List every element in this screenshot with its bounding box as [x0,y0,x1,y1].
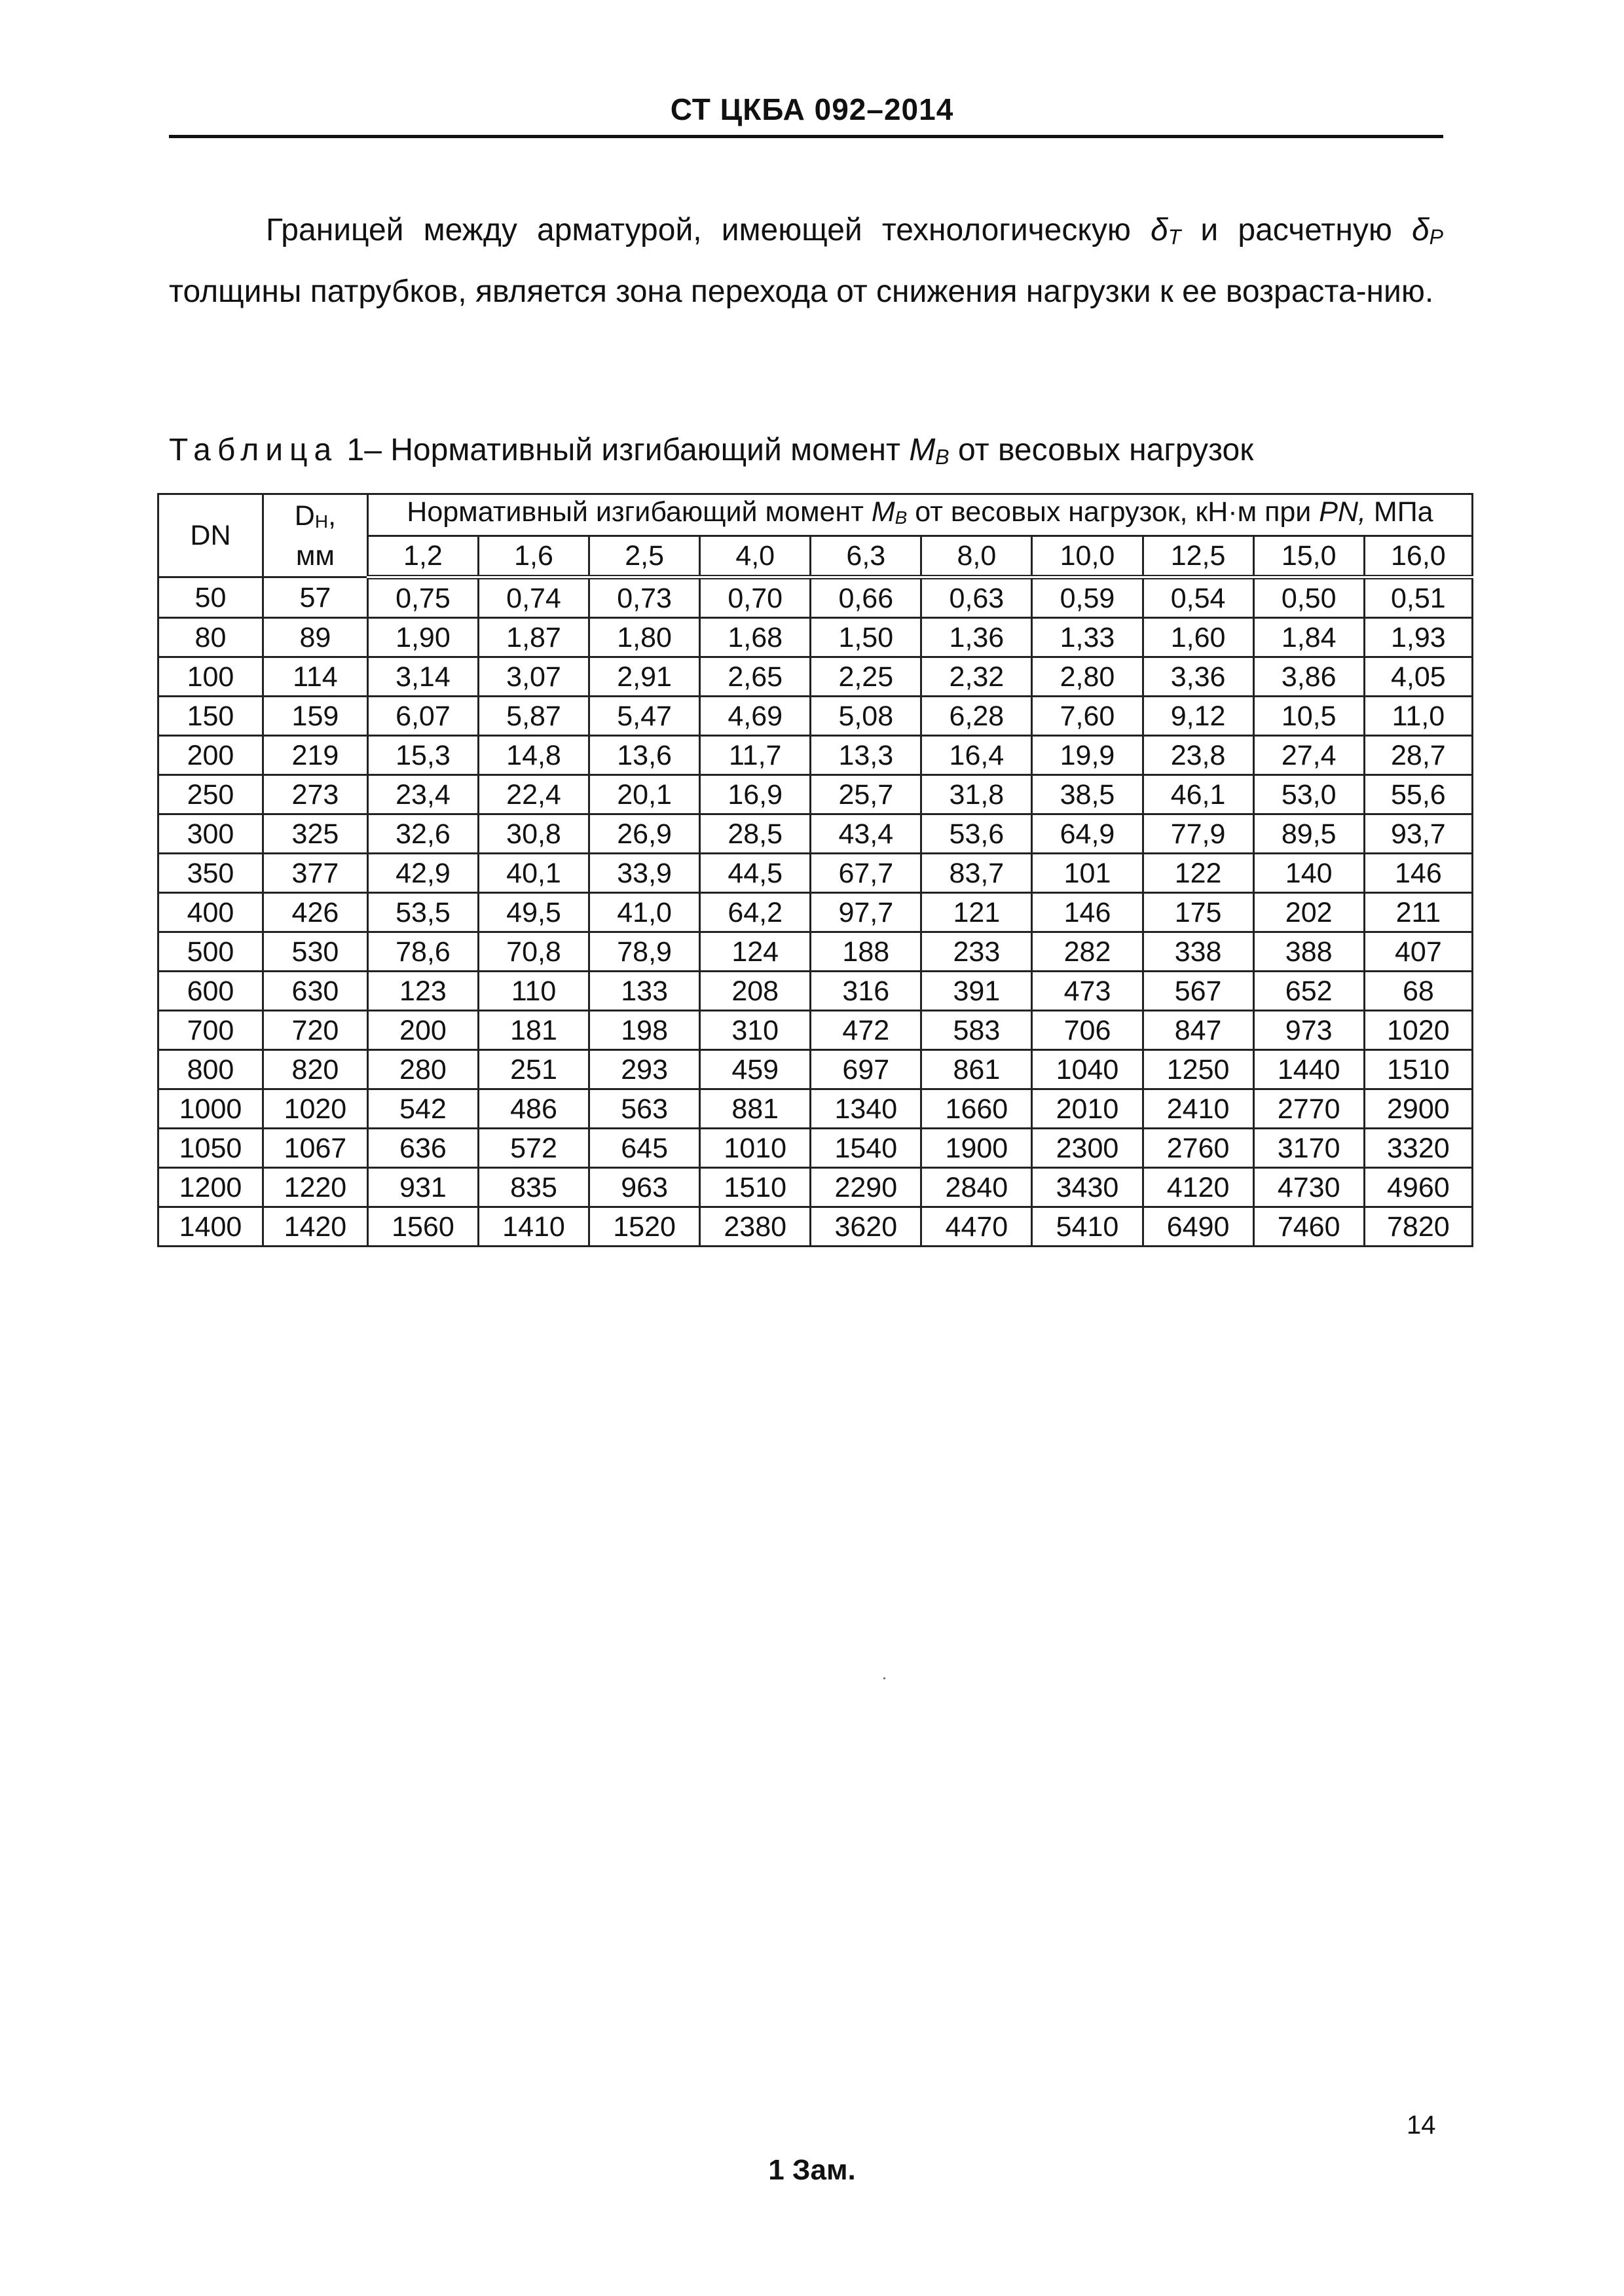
cell-moment: 122 [1143,854,1253,893]
cell-moment: 10,5 [1253,697,1364,736]
pressure-header: 8,0 [921,536,1032,577]
cell-moment: 1340 [811,1089,921,1129]
cell-moment: 46,1 [1143,775,1253,814]
cell-moment: 198 [589,1011,700,1050]
cell-moment: 181 [478,1011,589,1050]
cell-moment: 146 [1032,893,1143,932]
cell-moment: 1510 [700,1168,811,1207]
cell-moment: 963 [589,1168,700,1207]
cell-moment: 38,5 [1032,775,1143,814]
cell-moment: 28,7 [1364,736,1472,775]
cell-moment: 14,8 [478,736,589,775]
cell-moment: 2770 [1253,1089,1364,1129]
cell-dn: 1400 [158,1207,263,1247]
cell-moment: 2900 [1364,1089,1472,1129]
cell-moment: 1040 [1032,1050,1143,1089]
cell-moment: 49,5 [478,893,589,932]
cell-moment: 1,50 [811,618,921,657]
cell-moment: 67,7 [811,854,921,893]
cell-dh: 1020 [263,1089,367,1129]
cell-moment: 123 [367,972,478,1011]
cell-dh: 377 [263,854,367,893]
cell-dh: 159 [263,697,367,736]
cell-moment: 0,66 [811,577,921,618]
table-row [158,1089,1473,1129]
cell-moment: 26,9 [589,814,700,854]
cell-moment: 233 [921,932,1032,972]
cell-moment: 0,73 [589,577,700,618]
pressure-header: 1,6 [478,536,589,577]
cell-moment: 861 [921,1050,1032,1089]
cell-moment: 175 [1143,893,1253,932]
cell-moment: 1410 [478,1207,589,1247]
cell-moment: 32,6 [367,814,478,854]
document-code-header: СТ ЦКБА 092–2014 [670,92,954,126]
cell-moment: 472 [811,1011,921,1050]
cell-moment: 2410 [1143,1089,1253,1129]
cell-moment: 1250 [1143,1050,1253,1089]
cell-dh: 273 [263,775,367,814]
pressure-header: 15,0 [1253,536,1364,577]
cell-moment: 0,59 [1032,577,1143,618]
cell-moment: 64,9 [1032,814,1143,854]
cell-moment: 1010 [700,1129,811,1168]
cell-dn: 1200 [158,1168,263,1207]
pressure-header: 4,0 [700,536,811,577]
cell-moment: 93,7 [1364,814,1472,854]
cell-moment: 200 [367,1011,478,1050]
cell-moment: 3,86 [1253,657,1364,697]
table-caption-number: 1– Нормативный изгибающий момент [338,433,910,467]
cell-dh: 720 [263,1011,367,1050]
intro-paragraph [169,203,1443,319]
cell-dh: 219 [263,736,367,775]
cell-dh: 325 [263,814,367,854]
cell-dn: 50 [158,577,263,618]
table-row [158,577,1473,618]
cell-dn: 250 [158,775,263,814]
cell-moment: 5,47 [589,697,700,736]
table-row [158,1050,1473,1089]
cell-moment: 3170 [1253,1129,1364,1168]
cell-moment: 4,05 [1364,657,1472,697]
cell-moment: 338 [1143,932,1253,972]
cell-moment: 1560 [367,1207,478,1247]
cell-moment: 316 [811,972,921,1011]
cell-moment: 1,87 [478,618,589,657]
cell-moment: 1900 [921,1129,1032,1168]
cell-moment: 645 [589,1129,700,1168]
cell-moment: 133 [589,972,700,1011]
cell-moment: 97,7 [811,893,921,932]
cell-dn: 800 [158,1050,263,1089]
cell-moment: 31,8 [921,775,1032,814]
cell-moment: 7,60 [1032,697,1143,736]
cell-moment: 55,6 [1364,775,1472,814]
cell-moment: 43,4 [811,814,921,854]
cell-moment: 486 [478,1089,589,1129]
cell-dn: 1050 [158,1129,263,1168]
column-header-dn: DN [158,494,263,577]
delta-p-symbol: δP [1411,213,1443,249]
cell-moment: 3,14 [367,657,478,697]
cell-moment: 293 [589,1050,700,1089]
cell-moment: 473 [1032,972,1143,1011]
cell-moment: 2,91 [589,657,700,697]
table-caption [169,432,1443,469]
cell-moment: 4470 [921,1207,1032,1247]
cell-moment: 19,9 [1032,736,1143,775]
cell-moment: 1,80 [589,618,700,657]
cell-dn: 350 [158,854,263,893]
cell-moment: 563 [589,1089,700,1129]
cell-moment: 68 [1364,972,1472,1011]
cell-moment: 11,7 [700,736,811,775]
cell-moment: 40,1 [478,854,589,893]
cell-moment: 3,36 [1143,657,1253,697]
cell-moment: 572 [478,1129,589,1168]
cell-moment: 1520 [589,1207,700,1247]
cell-moment: 15,3 [367,736,478,775]
cell-moment: 459 [700,1050,811,1089]
cell-moment: 4120 [1143,1168,1253,1207]
cell-moment: 1440 [1253,1050,1364,1089]
cell-moment: 3,07 [478,657,589,697]
bending-moment-table [157,493,1473,1247]
cell-moment: 5,87 [478,697,589,736]
table-row [158,775,1473,814]
cell-dh: 630 [263,972,367,1011]
cell-moment: 567 [1143,972,1253,1011]
intro-text-part1: Границей между арматурой, имеющей технологическую [266,213,1151,247]
table-row [158,1011,1473,1050]
cell-moment: 42,9 [367,854,478,893]
cell-moment: 27,4 [1253,736,1364,775]
intro-text-part2: и расчетную [1181,213,1412,247]
cell-dh: 1220 [263,1168,367,1207]
cell-moment: 202 [1253,893,1364,932]
table-row [158,893,1473,932]
cell-moment: 4960 [1364,1168,1472,1207]
cell-dh: 1420 [263,1207,367,1247]
cell-moment: 407 [1364,932,1472,972]
cell-moment: 0,74 [478,577,589,618]
cell-moment: 188 [811,932,921,972]
cell-moment: 706 [1032,1011,1143,1050]
cell-moment: 20,1 [589,775,700,814]
cell-moment: 6490 [1143,1207,1253,1247]
cell-moment: 0,54 [1143,577,1253,618]
cell-moment: 89,5 [1253,814,1364,854]
cell-moment: 251 [478,1050,589,1089]
table-body [158,577,1473,1247]
cell-moment: 5410 [1032,1207,1143,1247]
table-row [158,972,1473,1011]
cell-moment: 1510 [1364,1050,1472,1089]
cell-moment: 583 [921,1011,1032,1050]
cell-moment: 13,6 [589,736,700,775]
cell-moment: 0,75 [367,577,478,618]
cell-moment: 7820 [1364,1207,1472,1247]
pressure-header: 16,0 [1364,536,1472,577]
cell-dn: 100 [158,657,263,697]
cell-dn: 1000 [158,1089,263,1129]
cell-moment: 2,25 [811,657,921,697]
cell-moment: 3620 [811,1207,921,1247]
cell-dn: 150 [158,697,263,736]
cell-moment: 140 [1253,854,1364,893]
cell-dn: 400 [158,893,263,932]
page-number: 14 [1407,2111,1436,2140]
cell-moment: 1,68 [700,618,811,657]
cell-dh: 426 [263,893,367,932]
table-row [158,1129,1473,1168]
cell-moment: 931 [367,1168,478,1207]
cell-moment: 2010 [1032,1089,1143,1129]
cell-moment: 0,63 [921,577,1032,618]
table-row [158,1207,1473,1247]
cell-moment: 41,0 [589,893,700,932]
cell-moment: 211 [1364,893,1472,932]
cell-moment: 391 [921,972,1032,1011]
cell-moment: 16,4 [921,736,1032,775]
cell-moment: 636 [367,1129,478,1168]
cell-moment: 1,93 [1364,618,1472,657]
cell-moment: 53,0 [1253,775,1364,814]
cell-moment: 0,51 [1364,577,1472,618]
cell-moment: 6,28 [921,697,1032,736]
cell-moment: 25,7 [811,775,921,814]
cell-moment: 1,90 [367,618,478,657]
cell-moment: 44,5 [700,854,811,893]
cell-moment: 973 [1253,1011,1364,1050]
cell-dh: 820 [263,1050,367,1089]
cell-moment: 53,6 [921,814,1032,854]
cell-moment: 2,32 [921,657,1032,697]
cell-moment: 847 [1143,1011,1253,1050]
cell-moment: 110 [478,972,589,1011]
cell-moment: 1660 [921,1089,1032,1129]
pressure-header: 1,2 [367,536,478,577]
cell-moment: 310 [700,1011,811,1050]
cell-dh: 1067 [263,1129,367,1168]
table-row [158,1168,1473,1207]
table-header-row-1 [158,494,1473,536]
cell-moment: 1,84 [1253,618,1364,657]
cell-dn: 80 [158,618,263,657]
cell-moment: 2300 [1032,1129,1143,1168]
cell-moment: 282 [1032,932,1143,972]
cell-dh: 114 [263,657,367,697]
cell-moment: 0,70 [700,577,811,618]
cell-moment: 2,65 [700,657,811,697]
intro-text [169,203,1443,319]
cell-moment: 3430 [1032,1168,1143,1207]
cell-moment: 280 [367,1050,478,1089]
cell-moment: 83,7 [921,854,1032,893]
cell-moment: 4730 [1253,1168,1364,1207]
cell-moment: 64,2 [700,893,811,932]
table-caption-rest: от весовых нагрузок [949,433,1254,467]
cell-moment: 2,80 [1032,657,1143,697]
cell-moment: 7460 [1253,1207,1364,1247]
cell-dh: 57 [263,577,367,618]
cell-moment: 1,33 [1032,618,1143,657]
cell-moment: 1020 [1364,1011,1472,1050]
cell-dh: 89 [263,618,367,657]
cell-moment: 2760 [1143,1129,1253,1168]
table-row [158,854,1473,893]
cell-moment: 835 [478,1168,589,1207]
cell-moment: 13,3 [811,736,921,775]
cell-dn: 500 [158,932,263,972]
table-row [158,814,1473,854]
table-caption-label: Таблица [169,433,339,467]
header-divider [169,135,1443,138]
table-row [158,932,1473,972]
pressure-header: 10,0 [1032,536,1143,577]
cell-moment: 23,4 [367,775,478,814]
table-row [158,697,1473,736]
cell-moment: 881 [700,1089,811,1129]
cell-moment: 30,8 [478,814,589,854]
scan-speck [883,1677,885,1679]
pressure-header: 2,5 [589,536,700,577]
cell-moment: 121 [921,893,1032,932]
cell-dn: 300 [158,814,263,854]
pressure-header: 12,5 [1143,536,1253,577]
cell-moment: 1540 [811,1129,921,1168]
cell-moment: 1,36 [921,618,1032,657]
cell-moment: 652 [1253,972,1364,1011]
cell-moment: 101 [1032,854,1143,893]
column-header-dh: DH, мм [263,494,367,577]
table-row [158,657,1473,697]
cell-moment: 208 [700,972,811,1011]
cell-moment: 78,6 [367,932,478,972]
cell-moment: 3320 [1364,1129,1472,1168]
cell-moment: 28,5 [700,814,811,854]
cell-moment: 2840 [921,1168,1032,1207]
cell-moment: 9,12 [1143,697,1253,736]
cell-moment: 0,50 [1253,577,1364,618]
cell-moment: 70,8 [478,932,589,972]
pressure-header: 6,3 [811,536,921,577]
cell-dn: 700 [158,1011,263,1050]
cell-moment: 78,9 [589,932,700,972]
cell-moment: 23,8 [1143,736,1253,775]
cell-moment: 697 [811,1050,921,1089]
intro-text-part3: толщины патрубков, является зона перехода от снижения нагрузки к ее возраста-нию. [169,274,1434,309]
cell-moment: 124 [700,932,811,972]
cell-moment: 77,9 [1143,814,1253,854]
cell-moment: 2380 [700,1207,811,1247]
cell-moment: 5,08 [811,697,921,736]
moment-symbol: MB [909,433,950,469]
cell-moment: 1,60 [1143,618,1253,657]
cell-dn: 600 [158,972,263,1011]
column-group-header: Нормативный изгибающий момент MB от весовых нагрузок, кН·м при PN, МПа [367,494,1472,536]
cell-moment: 33,9 [589,854,700,893]
cell-moment: 542 [367,1089,478,1129]
cell-moment: 388 [1253,932,1364,972]
cell-moment: 146 [1364,854,1472,893]
cell-moment: 4,69 [700,697,811,736]
cell-moment: 11,0 [1364,697,1472,736]
cell-moment: 53,5 [367,893,478,932]
change-note: 1 Зам. [768,2154,856,2186]
cell-moment: 6,07 [367,697,478,736]
table-row [158,618,1473,657]
cell-dh: 530 [263,932,367,972]
cell-moment: 22,4 [478,775,589,814]
delta-t-symbol: δT [1151,213,1181,249]
cell-moment: 16,9 [700,775,811,814]
table-row [158,736,1473,775]
cell-moment: 2290 [811,1168,921,1207]
cell-dn: 200 [158,736,263,775]
